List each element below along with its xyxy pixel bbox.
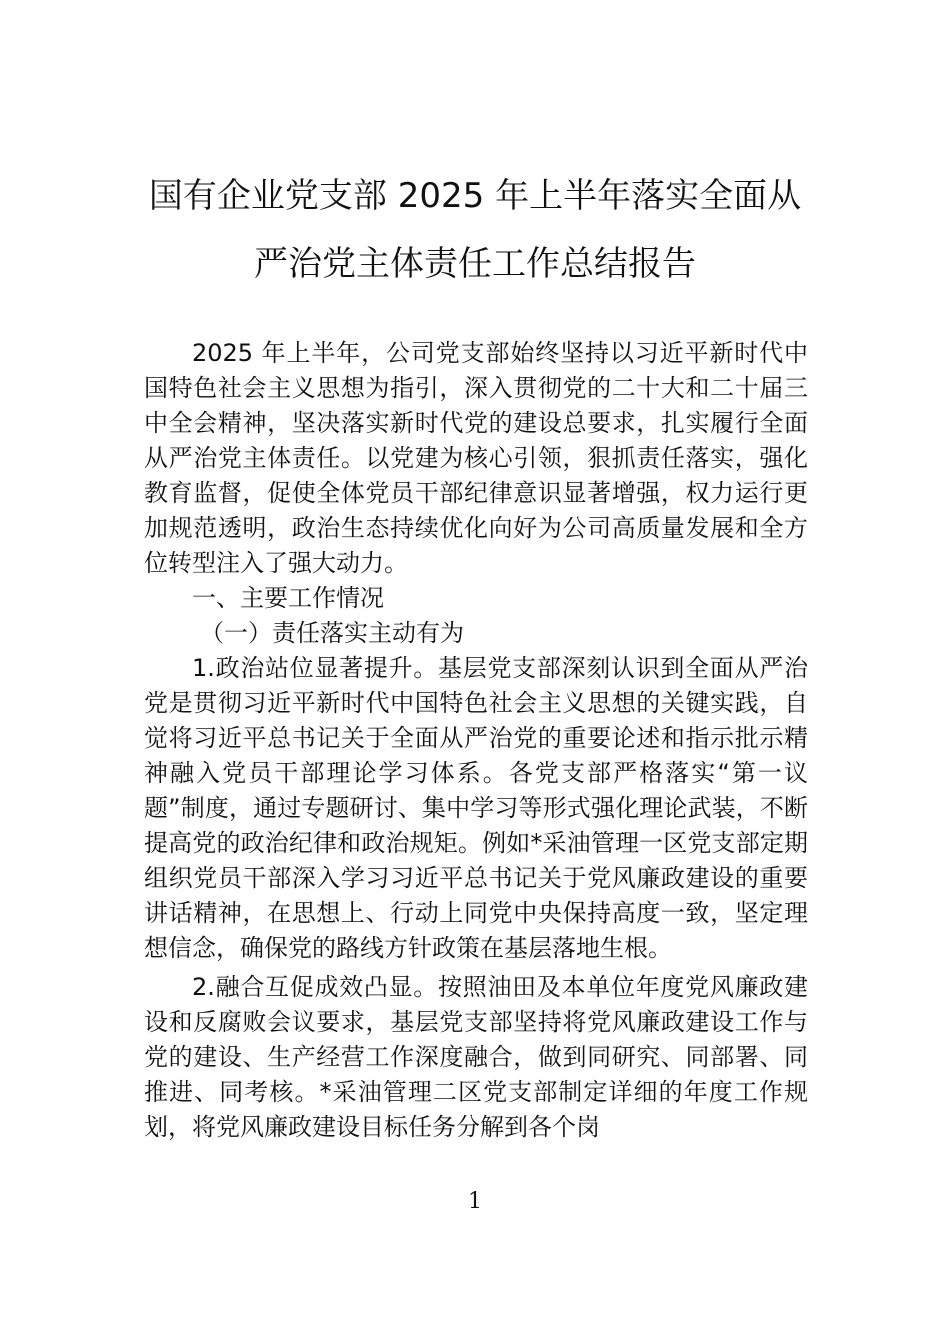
document-title-line-2: 严治党主体责任工作总结报告 [254, 244, 696, 284]
section-heading: 一、主要工作情况 [192, 584, 384, 612]
body-paragraph-2: 2.融合互促成效凸显。按照油田及本单位年度党风廉政建设和反腐败会议要求，基层党支部坚持将党风廉政建设工作与党的建设、生产经营工作深度融合，做到同研究、同部署、同推进、同考核。*采油管理二区党支部制定详细的年度工作规划，将党风廉政建设目标任务分解到各个岗 [144, 973, 808, 1141]
document-title-line-1: 国有企业党支部 2025 年上半年落实全面从 [148, 176, 802, 216]
intro-paragraph: 2025 年上半年，公司党支部始终坚持以习近平新时代中国特色社会主义思想为指引，深入贯彻党的二十大和二十届三中全会精神，坚决落实新时代党的建设总要求，扎实履行全面从严治党主体责任。以党建为核心引领，狠抓责任落实，强化教育监督，促使全体党员干部纪律意识显著增强，权力运行更加规范透明，政治生态持续优化向好为公司高质量发展和全方位转型注入了强大动力。 [144, 339, 808, 577]
document-body [144, 336, 808, 1145]
body-paragraph-1: 1.政治站位显著提升。基层党支部深刻认识到全面从严治党是贯彻习近平新时代中国特色社会主义思想的关键实践，自觉将习近平总书记关于全面从严治党的重要论述和指示批示精神融入党员干部理论学习体系。各党支部严格落实“第一议题”制度，通过专题研讨、集中学习等形式强化理论武装，不断提高党的政治纪律和政治规矩。例如*采油管理一区党支部定期组织党员干部深入学习习近平总书记关于党风廉政建设的重要讲话精神，在思想上、行动上同党中央保持高度一致，坚定理想信念，确保党的路线方针政策在基层落地生根。 [144, 654, 808, 962]
page-number: 1 [468, 1189, 482, 1214]
subsection-heading: （一）责任落实主动有为 [200, 619, 464, 647]
